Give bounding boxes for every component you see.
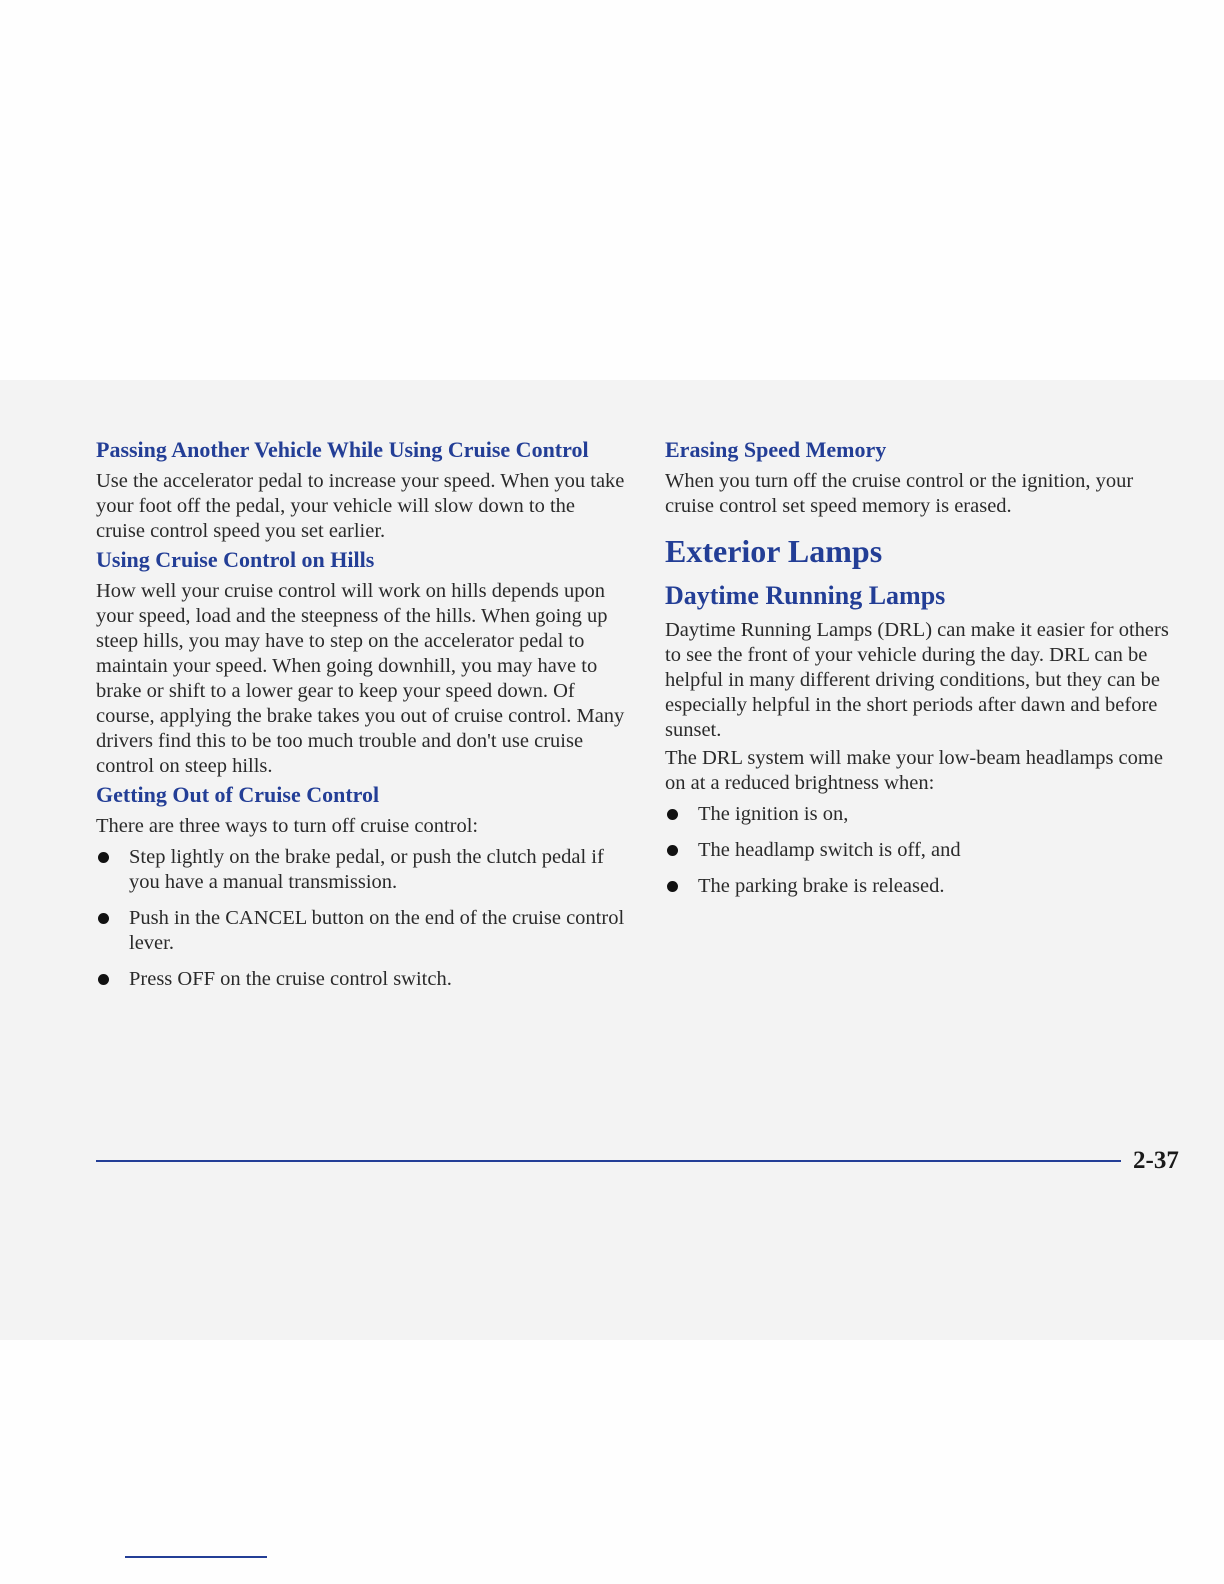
bullet-icon [667, 881, 678, 892]
left-column [96, 434, 628, 1003]
bullet-icon [98, 913, 109, 924]
getting-out-list [96, 845, 628, 992]
list-item [665, 874, 1185, 899]
erasing-heading: Erasing Speed Memory [665, 437, 887, 462]
list-item [665, 802, 1185, 827]
list-item [96, 906, 628, 956]
bullet-icon [98, 974, 109, 985]
list-item-text: The ignition is on, [698, 803, 849, 825]
footer-rule [96, 1160, 1121, 1162]
drl-paragraph-1: Daytime Running Lamps (DRL) can make it easier for others to see the front of your vehicle during the day. DRL can be helpful in many different driving conditions, but they can be especially helpful in the short periods after dawn and before sunset. [665, 619, 1169, 741]
bullet-icon [98, 852, 109, 863]
drl-list [665, 802, 1185, 899]
list-item [96, 967, 628, 992]
passing-paragraph: Use the accelerator pedal to increase your speed. When you take your foot off the pedal, your vehicle will slow down to the cruise control speed you set earlier. [96, 470, 625, 542]
drl-paragraph-2: The DRL system will make your low-beam headlamps come on at a reduced brightness when: [665, 747, 1163, 794]
page-number: 2-37 [1133, 1147, 1179, 1174]
drl-heading: Daytime Running Lamps [665, 581, 946, 610]
section-title: Exterior Lamps [665, 533, 883, 569]
list-item-text: Step lightly on the brake pedal, or push the clutch pedal if you have a manual transmission. [129, 846, 604, 893]
list-item-text: Press OFF on the cruise control switch. [129, 968, 452, 990]
right-column [665, 434, 1185, 910]
list-item [665, 838, 1185, 863]
getting-out-intro: There are three ways to turn off cruise control: [96, 815, 479, 837]
bottom-divider [125, 1556, 267, 1558]
list-item [96, 845, 628, 895]
hills-heading: Using Cruise Control on Hills [96, 547, 375, 572]
list-item-text: The parking brake is released. [698, 875, 945, 897]
getting-out-heading: Getting Out of Cruise Control [96, 782, 380, 807]
erasing-paragraph: When you turn off the cruise control or the ignition, your cruise control set speed memory is erased. [665, 470, 1134, 517]
passing-heading: Passing Another Vehicle While Using Cruise Control [96, 437, 589, 462]
bullet-icon [667, 845, 678, 856]
bullet-icon [667, 809, 678, 820]
hills-paragraph: How well your cruise control will work on hills depends upon your speed, load and the steepness of the hills. When going up steep hills, you may have to step on the accelerator pedal to maintain your speed. When going downhill, you may have to brake or shift to a lower gear to keep your speed down. Of course, applying the brake takes you out of cruise control. Many drivers find this to be too much trouble and don't use cruise control on steep hills. [96, 580, 625, 777]
list-item-text: Push in the CANCEL button on the end of the cruise control lever. [129, 907, 625, 954]
list-item-text: The headlamp switch is off, and [698, 839, 961, 861]
